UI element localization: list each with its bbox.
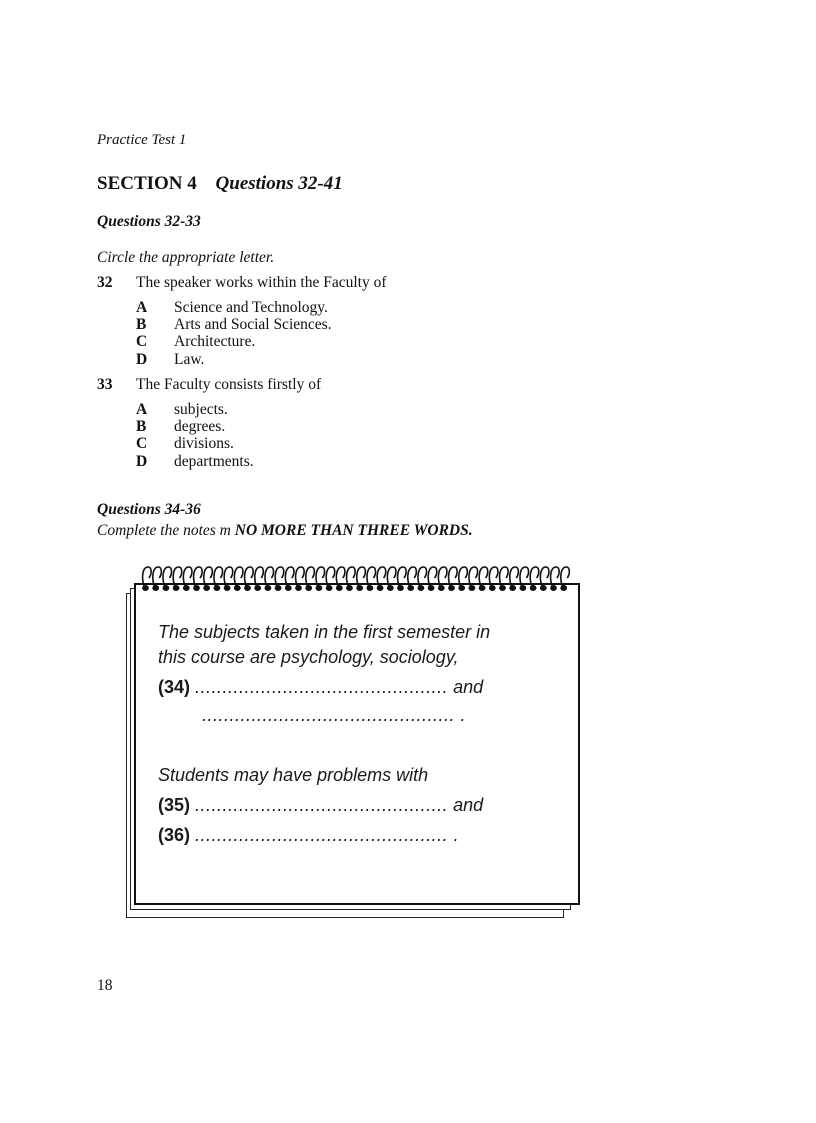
note-and: and xyxy=(453,795,484,815)
running-head: Practice Test 1 xyxy=(97,132,187,148)
spiral-ring xyxy=(530,567,539,586)
spiral-ring xyxy=(245,567,254,586)
option-letter: D xyxy=(136,453,148,470)
spiral-ring xyxy=(551,567,560,586)
instruction-prefix: Complete the notes m xyxy=(97,522,231,539)
spiral-ring xyxy=(428,567,437,586)
spiral-hole xyxy=(204,586,209,590)
spiral-hole xyxy=(174,586,179,590)
group-heading-34-36: Questions 34-36 xyxy=(97,501,201,518)
note-line-1: The subjects taken in the first semester in xyxy=(158,622,491,642)
spiral-ring xyxy=(306,567,315,586)
spiral-ring xyxy=(561,567,570,586)
spiral-hole xyxy=(225,586,230,590)
option-text: Arts and Social Sciences. xyxy=(174,316,332,333)
spiral-ring xyxy=(204,567,213,586)
option-33-c xyxy=(136,435,234,453)
spiral-ring xyxy=(540,567,549,586)
spiral-hole xyxy=(429,586,434,590)
option-32-b xyxy=(136,316,332,334)
spiral-ring xyxy=(296,567,305,586)
option-letter: A xyxy=(136,299,148,316)
spiral-hole xyxy=(459,586,464,590)
spiral-hole xyxy=(398,586,403,590)
spiral-ring xyxy=(489,567,498,586)
spiral-ring xyxy=(183,567,192,586)
spiral-ring xyxy=(510,567,519,586)
spiral-hole xyxy=(184,586,189,590)
spiral-hole xyxy=(439,586,444,590)
notepad-page xyxy=(134,583,580,905)
spiral-hole xyxy=(510,586,515,590)
spiral-ring xyxy=(377,567,386,586)
spiral-hole xyxy=(541,586,546,590)
question-number-32: 32 xyxy=(97,274,113,291)
spiral-hole xyxy=(449,586,454,590)
option-text: Science and Technology. xyxy=(174,299,328,316)
spiral-ring xyxy=(367,567,376,586)
spiral-hole xyxy=(327,586,332,590)
spiral-ring xyxy=(194,567,203,586)
spiral-hole xyxy=(214,586,219,590)
question-stem-33: The Faculty consists firstly of xyxy=(136,376,322,393)
note-line-2: this course are psychology, sociology, xyxy=(158,647,459,667)
question-stem-32: The speaker works within the Faculty of xyxy=(136,274,387,291)
spiral-ring xyxy=(438,567,447,586)
instruction-circle-letter: Circle the appropriate letter. xyxy=(97,249,275,266)
question-number-33: 33 xyxy=(97,376,113,393)
spiral-ring xyxy=(234,567,243,586)
spiral-ring xyxy=(408,567,417,586)
option-32-d xyxy=(136,351,204,369)
spiral-hole xyxy=(194,586,199,590)
spiral-hole xyxy=(500,586,505,590)
option-32-c xyxy=(136,333,255,351)
option-33-b xyxy=(136,418,225,436)
section-label: SECTION 4 xyxy=(97,173,197,194)
spiral-ring xyxy=(285,567,294,586)
note-line-34 xyxy=(158,677,483,698)
option-32-a xyxy=(136,299,328,317)
note-and: and xyxy=(453,677,484,697)
spiral-ring xyxy=(143,567,152,586)
section-questions: Questions 32-41 xyxy=(215,173,343,194)
blank-number-34: (34) xyxy=(158,677,191,697)
spiral-hole xyxy=(265,586,270,590)
spiral-ring xyxy=(459,567,468,586)
spiral-ring xyxy=(520,567,529,586)
blank-number-36: (36) xyxy=(158,825,191,845)
spiral-hole xyxy=(357,586,362,590)
instruction-complete-notes xyxy=(97,522,473,540)
answer-blank-36: .............................................. . xyxy=(195,825,460,845)
note-line-36 xyxy=(158,825,459,846)
note-line-5: Students may have problems with xyxy=(158,765,429,785)
option-33-a xyxy=(136,401,228,419)
spiral-hole xyxy=(306,586,311,590)
spiral-hole xyxy=(388,586,393,590)
spiral-ring xyxy=(479,567,488,586)
answer-blank-35: .............................................. xyxy=(195,795,449,815)
option-letter: B xyxy=(136,418,147,435)
spiral-ring xyxy=(163,567,172,586)
option-letter: A xyxy=(136,401,148,418)
spiral-hole xyxy=(153,586,158,590)
spiral-hole xyxy=(561,586,566,590)
spiral-ring xyxy=(326,567,335,586)
spiral-hole xyxy=(316,586,321,590)
spiral-hole xyxy=(255,586,260,590)
spiral-hole xyxy=(163,586,168,590)
spiral-hole xyxy=(531,586,536,590)
spiral-hole xyxy=(286,586,291,590)
spiral-hole xyxy=(347,586,352,590)
spiral-ring xyxy=(316,567,325,586)
option-text: degrees. xyxy=(174,418,226,435)
spiral-hole xyxy=(143,586,148,590)
blank-number-35: (35) xyxy=(158,795,191,815)
spiral-ring xyxy=(265,567,274,586)
spiral-hole xyxy=(235,586,240,590)
spiral-hole xyxy=(480,586,485,590)
option-text: Architecture. xyxy=(174,333,256,350)
spiral-hole xyxy=(520,586,525,590)
page-number: 18 xyxy=(97,977,113,994)
group-heading-32-33: Questions 32-33 xyxy=(97,213,201,230)
answer-blank-34-cont: .............................................. . xyxy=(202,705,467,725)
spiral-ring xyxy=(224,567,233,586)
spiral-hole xyxy=(367,586,372,590)
spiral-hole xyxy=(469,586,474,590)
spiral-ring xyxy=(173,567,182,586)
spiral-ring xyxy=(418,567,427,586)
spiral-ring xyxy=(347,567,356,586)
option-letter: C xyxy=(136,435,148,452)
spiral-ring xyxy=(153,567,162,586)
spiral-ring xyxy=(387,567,396,586)
spiral-hole xyxy=(337,586,342,590)
spiral-hole xyxy=(296,586,301,590)
instruction-word-limit: NO MORE THAN THREE WORDS. xyxy=(234,522,473,539)
spiral-ring xyxy=(336,567,345,586)
answer-blank-34: .............................................. xyxy=(195,677,449,697)
option-33-d xyxy=(136,453,254,471)
spiral-ring xyxy=(357,567,366,586)
spiral-hole xyxy=(490,586,495,590)
spiral-binding-icon xyxy=(138,564,574,594)
option-letter: B xyxy=(136,316,147,333)
spiral-hole xyxy=(378,586,383,590)
spiral-ring xyxy=(469,567,478,586)
option-letter: D xyxy=(136,351,148,368)
spiral-hole xyxy=(276,586,281,590)
spiral-hole xyxy=(551,586,556,590)
option-text: departments. xyxy=(174,453,254,470)
option-text: Law. xyxy=(174,351,205,368)
note-line-35 xyxy=(158,795,483,816)
spiral-ring xyxy=(398,567,407,586)
spiral-ring xyxy=(500,567,509,586)
note-line-34-cont xyxy=(202,705,466,726)
spiral-ring xyxy=(449,567,458,586)
spiral-hole xyxy=(418,586,423,590)
spiral-hole xyxy=(245,586,250,590)
option-text: subjects. xyxy=(174,401,228,418)
spiral-hole xyxy=(408,586,413,590)
spiral-ring xyxy=(214,567,223,586)
spiral-ring xyxy=(275,567,284,586)
spiral-ring xyxy=(255,567,264,586)
section-title xyxy=(97,173,343,195)
option-letter: C xyxy=(136,333,148,350)
option-text: divisions. xyxy=(174,435,234,452)
